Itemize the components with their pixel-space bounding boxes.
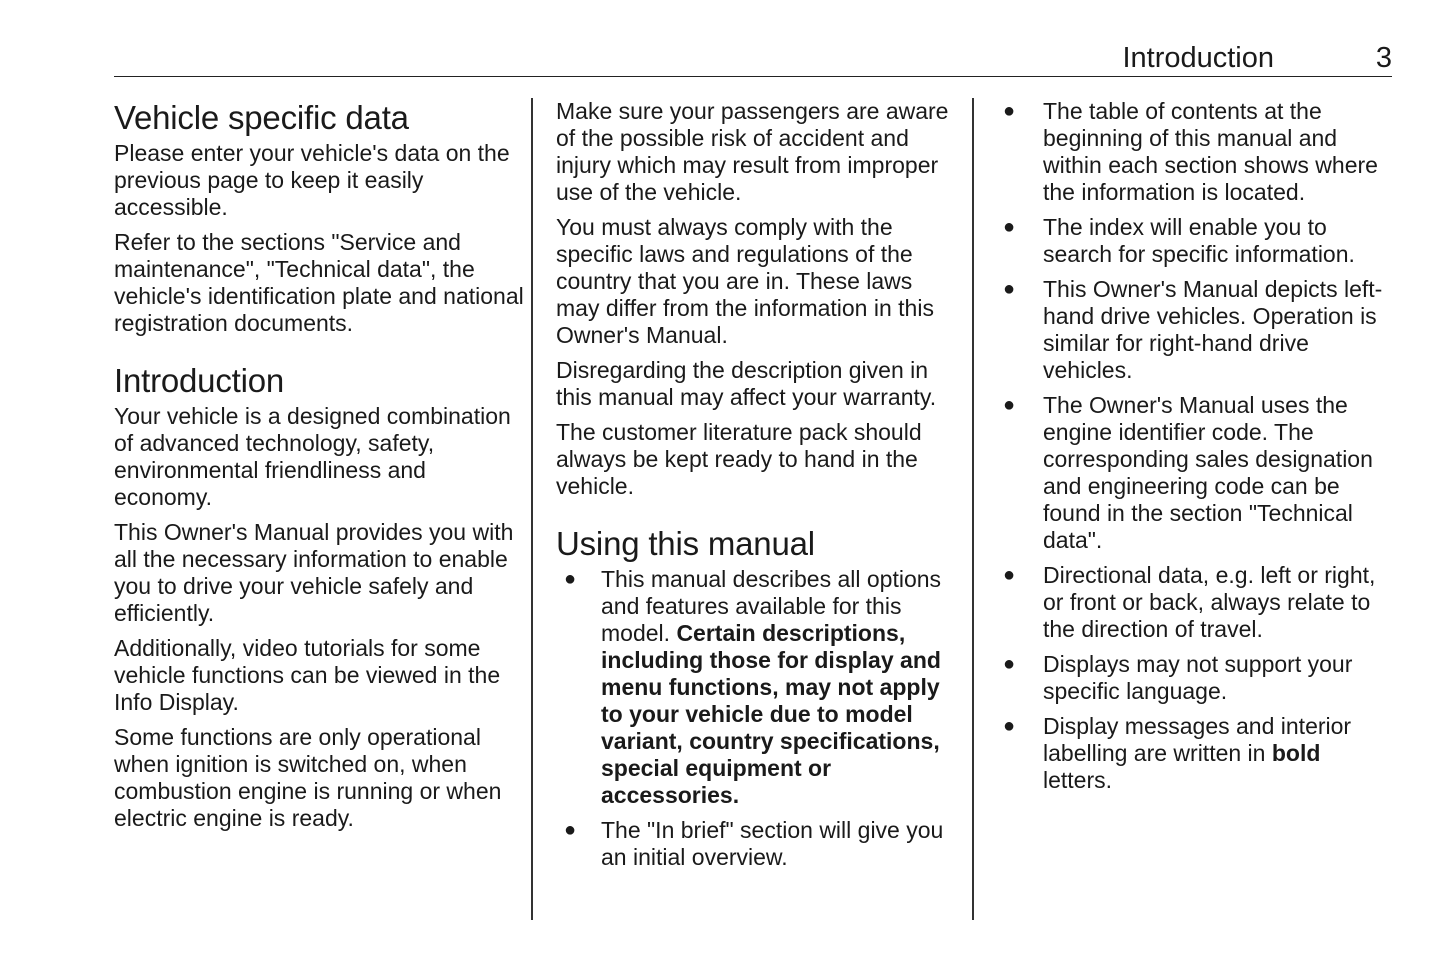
column-1 xyxy=(114,98,524,840)
list-item xyxy=(1003,392,1395,554)
bullet-list xyxy=(1003,98,1395,794)
paragraph: Please enter your vehicle's data on the previous page to keep it easily accessible. xyxy=(114,140,510,220)
paragraph: Your vehicle is a designed combination of advanced technology, safety, environmental friendliness and economy. xyxy=(114,403,511,510)
list-item-text: The table of contents at the beginning of this manual and within each section shows where the information is located. xyxy=(1043,98,1378,205)
paragraph: Some functions are only operational when ignition is switched on, when combustion engine is running or when electric engine is ready. xyxy=(114,724,502,831)
bullet-icon: ● xyxy=(1003,715,1016,737)
list-item xyxy=(1003,713,1395,794)
list-item-text: letters. xyxy=(1043,767,1113,793)
list-item-text: Directional data, e.g. left or right, or front or back, always relate to the direction of travel. xyxy=(1043,562,1376,642)
bullet-icon: ● xyxy=(1003,278,1016,300)
column-divider-1 xyxy=(531,98,533,920)
bullet-icon: ● xyxy=(564,819,577,841)
bullet-icon: ● xyxy=(1003,100,1016,122)
list-item-text: This Owner's Manual depicts left-hand drive vehicles. Operation is similar for right-hand drive vehicles. xyxy=(1043,276,1383,383)
column-divider-2 xyxy=(972,98,974,920)
heading-introduction: Introduction xyxy=(114,362,285,399)
bullet-icon: ● xyxy=(1003,216,1016,238)
list-item-text: Display messages and interior labelling are written in xyxy=(1043,713,1352,766)
heading-using-this-manual: Using this manual xyxy=(556,525,815,562)
page-number: 3 xyxy=(1375,42,1392,74)
list-item xyxy=(1003,651,1395,705)
paragraph: Make sure your passengers are aware of the possible risk of accident and injury which may result from improper use of the vehicle. xyxy=(556,98,949,205)
list-item-text: Displays may not support your specific language. xyxy=(1043,651,1353,704)
paragraph: Disregarding the description given in this manual may affect your warranty. xyxy=(556,357,937,410)
list-item xyxy=(1003,98,1395,206)
paragraph: Additionally, video tutorials for some vehicle functions can be viewed in the Info Display. xyxy=(114,635,501,715)
list-item xyxy=(556,566,956,809)
list-item xyxy=(556,817,956,871)
paragraph: You must always comply with the specific laws and regulations of the country that you are in. These laws may differ from the information in this Owner's Manual. xyxy=(556,214,934,348)
list-item-bold-text: Certain descriptions, including those for display and menu functions, may not apply to your vehicle due to model variant, country specifications, special equipment or accessories. xyxy=(601,620,941,808)
bullet-list xyxy=(556,566,956,871)
list-item xyxy=(1003,276,1395,384)
bullet-icon: ● xyxy=(1003,653,1016,675)
header-section-title: Introduction xyxy=(1122,42,1274,74)
list-item-text: The index will enable you to search for specific information. xyxy=(1043,214,1355,267)
page-header xyxy=(114,40,1392,77)
bullet-icon: ● xyxy=(1003,394,1016,416)
column-2 xyxy=(556,98,956,879)
paragraph: Refer to the sections "Service and maintenance", "Technical data", the vehicle's identification plate and national registration documents. xyxy=(114,229,524,336)
bullet-icon: ● xyxy=(1003,564,1016,586)
list-item-bold-text: bold xyxy=(1271,740,1321,766)
column-3 xyxy=(1003,98,1395,802)
paragraph: The customer literature pack should always be kept ready to hand in the vehicle. xyxy=(556,419,922,499)
list-item xyxy=(1003,214,1395,268)
list-item-text: The "In brief" section will give you an initial overview. xyxy=(601,817,944,870)
paragraph: This Owner's Manual provides you with all the necessary information to enable you to drive your vehicle safely and efficiently. xyxy=(114,519,514,626)
list-item xyxy=(1003,562,1395,643)
list-item-text: The Owner's Manual uses the engine identifier code. The corresponding sales designation and engineering code can be found in the section "Technical data". xyxy=(1043,392,1373,553)
heading-vehicle-specific-data: Vehicle specific data xyxy=(114,99,409,136)
list-item-text: This manual describes all options and features available for this model. xyxy=(601,566,942,646)
bullet-icon: ● xyxy=(564,568,577,590)
